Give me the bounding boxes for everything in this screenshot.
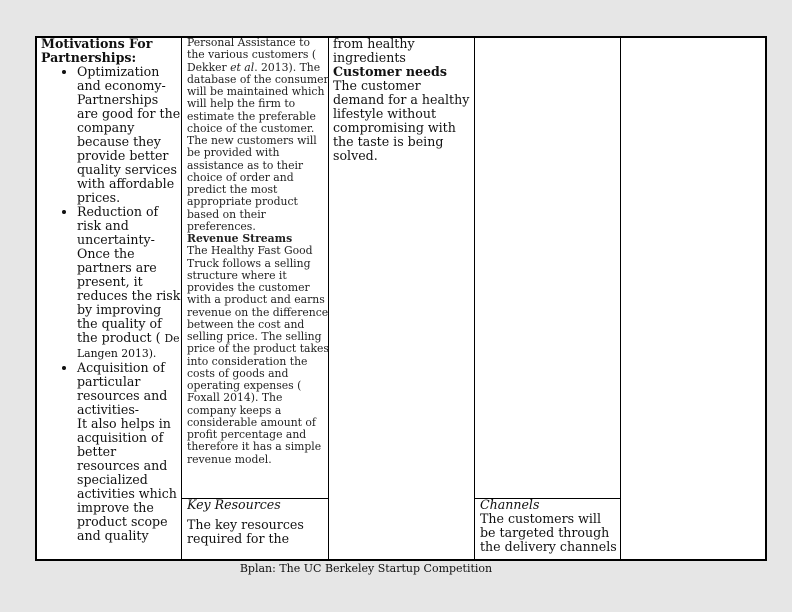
- key-resources-text: The key resources required for the: [187, 517, 304, 546]
- revenue-streams-text: The Healthy Fast Good Truck follows a selling structure where it provides the customer with a product and earns revenue on the difference between the cost and selling price. The selling price of the product takes into consideration the costs of goods and operating expenses ( Foxall 2014). The company keeps a considerable amount of profit percentage and therefore it has a simple revenue model.: [187, 244, 329, 466]
- text-segment: Personal Assistance to the various customers ( Dekker: [187, 37, 317, 74]
- customer-needs-heading: Customer needs: [333, 64, 447, 79]
- bullet-continuation: It also helps in acquisition of better resources and specialized activities which improve the product scope and quality: [77, 416, 177, 543]
- bullet-text: Reduction of risk and uncertainty- Once the partners are present, it reduces the risk by improving the quality of the product (: [77, 204, 181, 345]
- text-segment-italic: et al: [230, 60, 255, 74]
- list-item: [77, 361, 181, 543]
- channels-cell: [480, 498, 620, 554]
- key-resources-cell: [187, 498, 329, 546]
- table-border-right: [765, 36, 767, 561]
- revenue-streams-heading: Revenue Streams: [187, 232, 293, 245]
- channels-heading: Channels: [480, 498, 540, 512]
- personal-assistance-text: [187, 37, 329, 233]
- page-footer: Bplan: The UC Berkeley Startup Competition: [239, 562, 493, 575]
- column-divider-3: [474, 36, 475, 561]
- table-border-left: [35, 36, 37, 561]
- channels-text: The customers will be targeted through the delivery channels: [480, 511, 617, 554]
- bullet-text: Optimization and economy- Partnerships are good for the company because they provide better quality services with affordable prices.: [77, 64, 181, 205]
- customer-relationships-cell: [187, 37, 329, 466]
- column-divider-4: [620, 36, 621, 561]
- column-divider-1: [181, 36, 182, 561]
- list-item: [77, 65, 181, 205]
- list-item: [77, 205, 181, 361]
- value-text: from healthy ingredients: [333, 37, 415, 65]
- text-segment: . 2013). The database of the consumer will be maintained which will help the firm to estimate the preferable choice of the customer. The new customers will be provided with assistance as to their choice of order and predict the most appropriate product based on their preferences.: [187, 60, 329, 233]
- canvas-table: [35, 36, 766, 561]
- customer-needs-text: The customer demand for a healthy lifestyle without compromising with the taste is being solved.: [333, 78, 470, 163]
- key-resources-heading: Key Resources: [187, 498, 281, 512]
- motivations-list: [41, 65, 181, 543]
- value-proposition-cell: [333, 37, 473, 163]
- motivations-heading: Motivations For Partnerships:: [41, 37, 153, 65]
- table-border-bottom: [35, 559, 767, 561]
- bullet-text: Acquisition of particular resources and activities-: [77, 360, 168, 417]
- citation: De Langen 2013).: [77, 332, 180, 360]
- key-partners-cell: [41, 37, 181, 543]
